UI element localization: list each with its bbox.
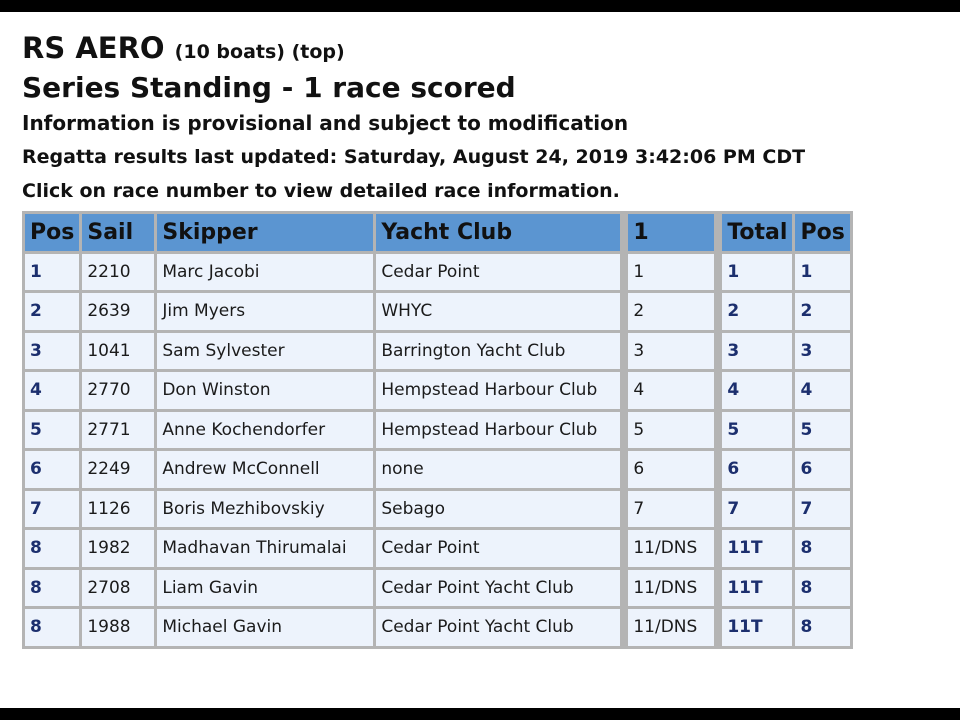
table-row [25,530,850,567]
gap-cell [623,293,625,330]
last-updated: Regatta results last updated: Saturday, August 24, 2019 3:42:06 PM CDT [22,146,806,168]
col-sail: Sail [82,214,154,251]
total-cell: 11T [722,530,792,567]
total-cell: 11T [722,609,792,646]
skipper-cell: Marc Jacobi [157,254,373,291]
sail-cell: 2249 [82,451,154,488]
gap-cell [717,293,719,330]
sail-cell: 2771 [82,412,154,449]
gap-cell [717,333,719,370]
table-row [25,491,850,528]
table-row [25,609,850,646]
results-body [25,254,850,646]
yacht-club-cell: Cedar Point [376,530,620,567]
gap-cell [623,333,625,370]
final-pos-cell: 2 [795,293,849,330]
table-row [25,254,850,291]
total-cell: 3 [722,333,792,370]
gap-cell [717,491,719,528]
table-row [25,412,850,449]
skipper-cell: Madhavan Thirumalai [157,530,373,567]
gap-cell [717,570,719,607]
gap-cell [623,530,625,567]
gap-cell [717,530,719,567]
race-1-cell: 1 [628,254,714,291]
final-pos-cell: 3 [795,333,849,370]
class-name: RS AERO [22,31,165,65]
total-cell: 1 [722,254,792,291]
race-1-cell: 4 [628,372,714,409]
yacht-club-cell: WHYC [376,293,620,330]
col-race-1-link[interactable]: 1 [628,214,714,251]
boats-note[interactable]: (10 boats) (top) [174,41,345,63]
total-cell: 7 [722,491,792,528]
pos-cell: 6 [25,451,79,488]
final-pos-cell: 8 [795,570,849,607]
yacht-club-cell: Sebago [376,491,620,528]
gap-cell [717,372,719,409]
race-1-cell: 3 [628,333,714,370]
final-pos-cell: 8 [795,530,849,567]
yacht-club-cell: none [376,451,620,488]
skipper-cell: Sam Sylvester [157,333,373,370]
table-row [25,372,850,409]
skipper-cell: Liam Gavin [157,570,373,607]
race-1-cell: 11/DNS [628,609,714,646]
pos-cell: 4 [25,372,79,409]
provisional-note: Information is provisional and subject to modification [22,111,629,135]
final-pos-cell: 1 [795,254,849,291]
sail-cell: 2639 [82,293,154,330]
col-yacht-club: Yacht Club [376,214,620,251]
final-pos-cell: 7 [795,491,849,528]
gap-cell [623,451,625,488]
sail-cell: 2770 [82,372,154,409]
race-1-cell: 6 [628,451,714,488]
gap-cell [717,254,719,291]
table-row [25,451,850,488]
skipper-cell: Andrew McConnell [157,451,373,488]
results-page [0,12,960,708]
gap-cell [717,412,719,449]
gap-cell [623,609,625,646]
gap-cell [623,372,625,409]
pos-cell: 8 [25,530,79,567]
col-gap [623,214,625,251]
total-cell: 5 [722,412,792,449]
sail-cell: 1126 [82,491,154,528]
sail-cell: 1988 [82,609,154,646]
race-1-cell: 7 [628,491,714,528]
pos-cell: 5 [25,412,79,449]
sail-cell: 1982 [82,530,154,567]
header-row [25,214,850,251]
sail-cell: 1041 [82,333,154,370]
skipper-cell: Anne Kochendorfer [157,412,373,449]
skipper-cell: Boris Mezhibovskiy [157,491,373,528]
race-1-cell: 11/DNS [628,570,714,607]
col-gap [717,214,719,251]
click-hint: Click on race number to view detailed race information. [22,180,620,202]
total-cell: 11T [722,570,792,607]
gap-cell [717,451,719,488]
pos-cell: 3 [25,333,79,370]
final-pos-cell: 6 [795,451,849,488]
table-row [25,333,850,370]
pos-cell: 8 [25,570,79,607]
series-standing: Series Standing - 1 race scored [22,71,516,104]
yacht-club-cell: Hempstead Harbour Club [376,412,620,449]
results-table [22,211,853,649]
yacht-club-cell: Cedar Point Yacht Club [376,570,620,607]
final-pos-cell: 5 [795,412,849,449]
skipper-cell: Jim Myers [157,293,373,330]
gap-cell [623,412,625,449]
total-cell: 6 [722,451,792,488]
gap-cell [623,570,625,607]
final-pos-cell: 8 [795,609,849,646]
col-pos: Pos [25,214,79,251]
page-header [22,30,805,208]
pos-cell: 2 [25,293,79,330]
gap-cell [623,491,625,528]
sail-cell: 2708 [82,570,154,607]
table-row [25,293,850,330]
table-row [25,570,850,607]
yacht-club-cell: Hempstead Harbour Club [376,372,620,409]
total-cell: 4 [722,372,792,409]
col-skipper: Skipper [157,214,373,251]
race-1-cell: 11/DNS [628,530,714,567]
pos-cell: 7 [25,491,79,528]
pos-cell: 8 [25,609,79,646]
page-title [22,30,805,70]
yacht-club-cell: Cedar Point Yacht Club [376,609,620,646]
col-final-pos: Pos [795,214,849,251]
yacht-club-cell: Barrington Yacht Club [376,333,620,370]
skipper-cell: Michael Gavin [157,609,373,646]
pos-cell: 1 [25,254,79,291]
skipper-cell: Don Winston [157,372,373,409]
race-1-cell: 5 [628,412,714,449]
yacht-club-cell: Cedar Point [376,254,620,291]
gap-cell [717,609,719,646]
col-total: Total [722,214,792,251]
gap-cell [623,254,625,291]
sail-cell: 2210 [82,254,154,291]
total-cell: 2 [722,293,792,330]
race-1-cell: 2 [628,293,714,330]
final-pos-cell: 4 [795,372,849,409]
